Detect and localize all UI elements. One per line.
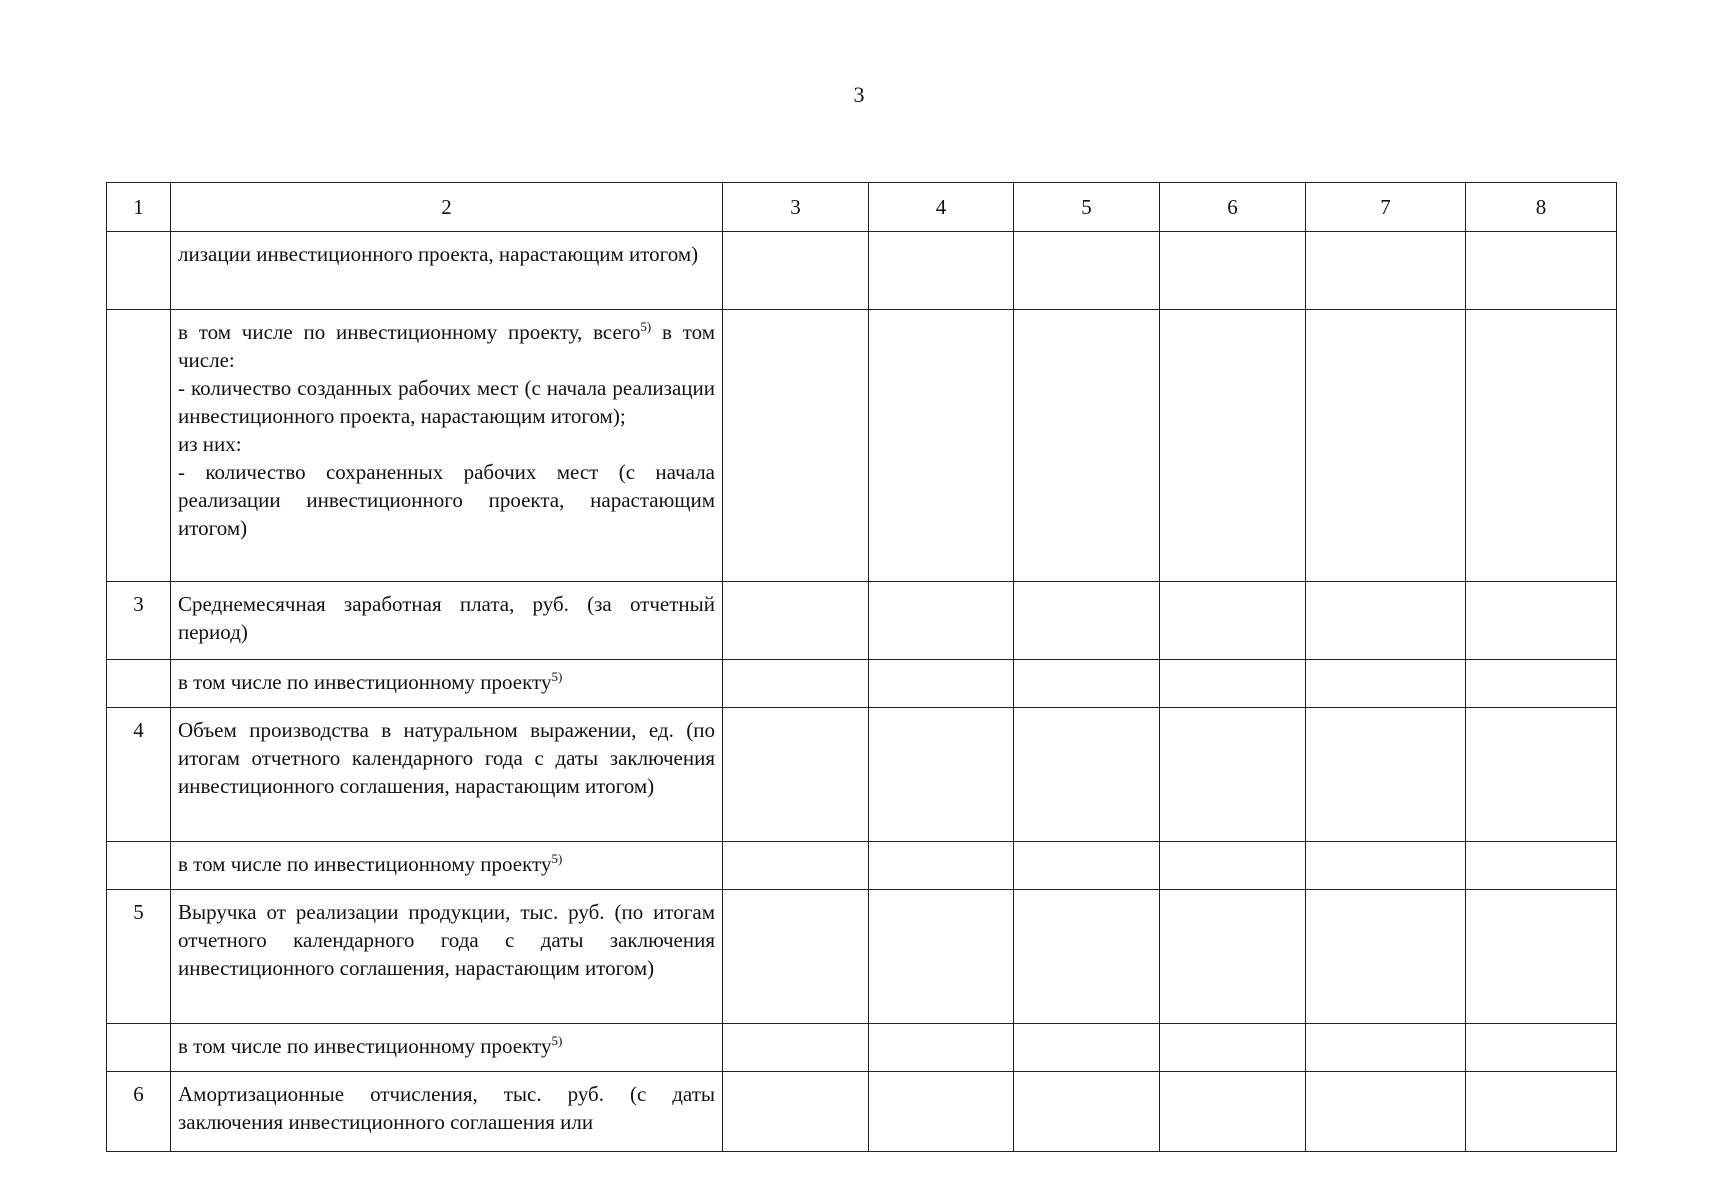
value-cell [723,1024,869,1072]
indicator-description [171,660,723,708]
value-cell [1014,1024,1160,1072]
value-cell [1306,1024,1466,1072]
value-cell [1014,310,1160,582]
value-cell [1306,890,1466,1024]
value-cell [1306,708,1466,842]
value-cell [1160,708,1306,842]
description-line: Среднемесячная заработная плата, руб. (за отчетный период) [178,592,715,644]
description-line: из них: [178,432,242,456]
value-cell [1160,582,1306,660]
value-cell [1014,708,1160,842]
indicator-description [171,708,723,842]
description-line: в том числе по инвестиционному проекту$^{5)}$ [178,669,563,694]
value-cell [869,890,1014,1024]
row-number [107,842,171,890]
value-cell [1014,582,1160,660]
table-row [107,1072,1617,1152]
column-header: 7 [1306,183,1466,232]
report-table [106,182,1617,1152]
value-cell [723,582,869,660]
indicator-description [171,232,723,310]
value-cell [1014,1072,1160,1152]
value-cell [869,660,1014,708]
description-line: лизации инвестиционного проекта, нарастающим итогом) [178,242,699,266]
value-cell [723,890,869,1024]
value-cell [1160,232,1306,310]
table-row [107,660,1617,708]
indicator-description [171,310,723,582]
value-cell [723,660,869,708]
footnote-marker: 5) [551,1033,563,1048]
value-cell [869,1024,1014,1072]
description-line: Объем производства в натуральном выражении, ед. (по итогам отчетного календарного года с даты заключения инвестиционного соглашения, нарастающим итогом) [178,718,715,798]
row-number [107,1024,171,1072]
indicator-description [171,582,723,660]
value-cell [723,1072,869,1152]
value-cell [1160,842,1306,890]
value-cell [1306,310,1466,582]
value-cell [1014,890,1160,1024]
value-cell [1306,842,1466,890]
table-row [107,708,1617,842]
value-cell [1306,660,1466,708]
value-cell [1466,310,1617,582]
value-cell [1466,708,1617,842]
page-number: 3 [853,82,865,107]
indicator-description [171,842,723,890]
table-row [107,1024,1617,1072]
column-header: 2 [171,183,723,232]
value-cell [1306,1072,1466,1152]
value-cell [869,1072,1014,1152]
indicator-description [171,1072,723,1152]
column-number-row [107,183,1617,232]
value-cell [1160,660,1306,708]
value-cell [1466,582,1617,660]
row-number: 5 [107,890,171,1024]
value-cell [1466,660,1617,708]
description-line: в том числе по инвестиционному проекту$^{5)}$ [178,851,563,876]
column-header: 4 [869,183,1014,232]
value-cell [1160,1024,1306,1072]
table-row [107,890,1617,1024]
description-line: Амортизационные отчисления, тыс. руб. (с даты заключения инвестиционного соглашения или [178,1082,715,1134]
description-line: Выручка от реализации продукции, тыс. руб. (по итогам отчетного календарного года с даты заключения инвестиционного соглашения, нарастающим итогом) [178,900,715,980]
value-cell [723,842,869,890]
value-cell [1014,842,1160,890]
footnote-marker: 5) [640,319,652,334]
value-cell [1466,842,1617,890]
value-cell [869,842,1014,890]
table-body [107,232,1617,1152]
description-line: - количество созданных рабочих мест (с начала реализации инвестиционного проекта, нарастающим итогом); [178,376,715,428]
value-cell [1466,1072,1617,1152]
value-cell [723,232,869,310]
value-cell [1466,232,1617,310]
row-number: 6 [107,1072,171,1152]
column-header: 6 [1160,183,1306,232]
value-cell [1014,660,1160,708]
column-header: 3 [723,183,869,232]
value-cell [1160,310,1306,582]
value-cell [723,708,869,842]
indicator-description [171,890,723,1024]
row-number [107,660,171,708]
row-number [107,232,171,310]
footnote-marker: 5) [551,669,563,684]
value-cell [1160,890,1306,1024]
value-cell [869,708,1014,842]
footnote-marker: 5) [551,851,563,866]
value-cell [1306,232,1466,310]
column-header: 8 [1466,183,1617,232]
value-cell [1014,232,1160,310]
value-cell [723,310,869,582]
description-line: в том числе по инвестиционному проекту, всего$^{5)}$ в том числе: [178,319,715,372]
indicator-description [171,1024,723,1072]
table-row [107,310,1617,582]
description-line: - количество сохраненных рабочих мест (с начала реализации инвестиционного проекта, нарастающим итогом) [178,460,715,540]
row-number: 4 [107,708,171,842]
table-row [107,842,1617,890]
row-number: 3 [107,582,171,660]
column-header: 1 [107,183,171,232]
value-cell [1160,1072,1306,1152]
value-cell [869,310,1014,582]
value-cell [869,232,1014,310]
value-cell [1466,1024,1617,1072]
value-cell [1466,890,1617,1024]
row-number [107,310,171,582]
value-cell [869,582,1014,660]
table-row [107,582,1617,660]
column-header: 5 [1014,183,1160,232]
value-cell [1306,582,1466,660]
table-row [107,232,1617,310]
description-line: в том числе по инвестиционному проекту$^{5)}$ [178,1033,563,1058]
